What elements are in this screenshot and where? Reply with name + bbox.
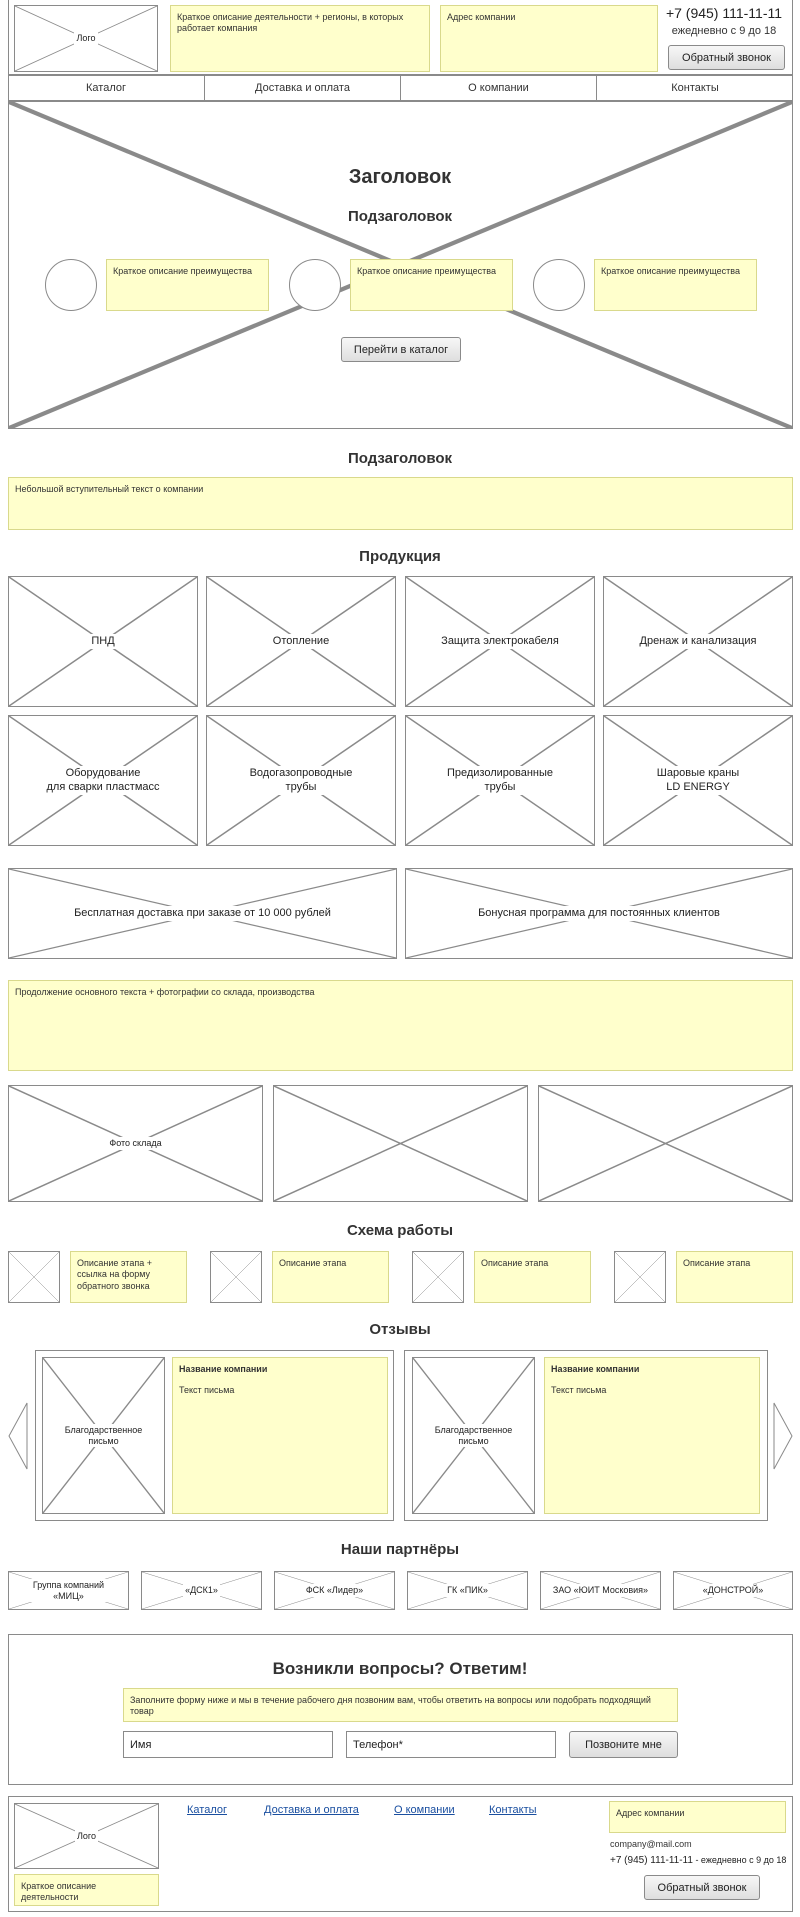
step-description: Описание этапа bbox=[676, 1251, 793, 1303]
footer-callback-button[interactable]: Обратный звонок bbox=[644, 1875, 760, 1900]
benefit-text: Краткое описание преимущества bbox=[106, 259, 269, 311]
hero-subtitle: Подзаголовок bbox=[347, 208, 453, 225]
reviews-title: Отзывы bbox=[369, 1321, 431, 1338]
product-label: Шаровые краны LD ENERGY bbox=[655, 766, 741, 794]
hero-title: Заголовок bbox=[348, 166, 452, 188]
review-company: Название компании bbox=[551, 1364, 640, 1374]
product-card[interactable] bbox=[206, 715, 396, 846]
header-hours: ежедневно с 9 до 18 bbox=[671, 25, 777, 37]
product-label: Отопление bbox=[271, 634, 331, 649]
thank-you-letter-image[interactable] bbox=[42, 1357, 165, 1514]
partners-title: Наши партнёры bbox=[340, 1541, 460, 1558]
review-text: Текст письма bbox=[551, 1385, 607, 1396]
header-logo[interactable] bbox=[14, 5, 158, 72]
contact-form-title: Возникли вопросы? Ответим! bbox=[272, 1659, 528, 1678]
footer-logo[interactable] bbox=[14, 1803, 159, 1869]
benefit-text: Краткое описание преимущества bbox=[594, 259, 757, 311]
product-card[interactable] bbox=[405, 576, 595, 707]
footer-logo-label: Лого bbox=[76, 1830, 96, 1841]
production-photo bbox=[538, 1085, 793, 1202]
thank-you-letter-image[interactable] bbox=[412, 1357, 535, 1514]
partner-logo[interactable] bbox=[540, 1571, 661, 1610]
phone-field[interactable]: Телефон* bbox=[346, 1731, 556, 1758]
benefit-icon bbox=[533, 259, 585, 311]
warehouse-photo bbox=[8, 1085, 263, 1202]
step-icon bbox=[614, 1251, 666, 1303]
photo-label: Фото склада bbox=[109, 1138, 162, 1149]
product-card[interactable] bbox=[603, 576, 793, 707]
partner-label: ФСК «Лидер» bbox=[305, 1585, 364, 1596]
main-text: Продолжение основного текста + фотографии со склада, производства bbox=[8, 980, 793, 1071]
product-label: Оборудование для сварки пластмасс bbox=[44, 766, 161, 794]
products-title: Продукция bbox=[359, 548, 441, 565]
review-text-block bbox=[172, 1357, 388, 1514]
partner-label: ЗАО «ЮИТ Московия» bbox=[552, 1585, 649, 1596]
header-description: Краткое описание деятельности + регионы, в которых работает компания bbox=[170, 5, 430, 72]
header-callback-button[interactable]: Обратный звонок bbox=[668, 45, 785, 70]
review-text-block bbox=[544, 1357, 760, 1514]
product-label: Предизолированные трубы bbox=[445, 766, 555, 794]
footer-address: Адрес компании bbox=[609, 1801, 786, 1833]
letter-label: Благодарственное письмо bbox=[419, 1424, 528, 1448]
product-card[interactable] bbox=[8, 715, 198, 846]
product-label: ПНД bbox=[89, 634, 116, 649]
partner-logo[interactable] bbox=[274, 1571, 395, 1610]
nav-item-delivery[interactable]: Доставка и оплата bbox=[205, 75, 401, 101]
footer-link-contacts[interactable]: Контакты bbox=[489, 1804, 537, 1816]
reviews-next-arrow-icon[interactable] bbox=[773, 1402, 793, 1470]
product-label: Дренаж и канализация bbox=[638, 634, 759, 649]
step-icon bbox=[412, 1251, 464, 1303]
step-icon bbox=[210, 1251, 262, 1303]
footer-description: Краткое описание деятельности bbox=[14, 1874, 159, 1906]
review-company: Название компании bbox=[179, 1364, 268, 1374]
name-field[interactable]: Имя bbox=[123, 1731, 333, 1758]
partner-label: «ДОНСТРОЙ» bbox=[702, 1585, 764, 1596]
footer-email[interactable]: company@mail.com bbox=[610, 1839, 692, 1849]
letter-label: Благодарственное письмо bbox=[49, 1424, 158, 1448]
call-me-button[interactable]: Позвоните мне bbox=[569, 1731, 678, 1758]
header-address: Адрес компании bbox=[440, 5, 658, 72]
header-logo-label: Лого bbox=[76, 33, 96, 44]
step-description[interactable]: Описание этапа + ссылка на форму обратного звонка bbox=[70, 1251, 187, 1303]
partner-label: Группа компаний «МИЦ» bbox=[15, 1579, 122, 1603]
partner-label: «ДСК1» bbox=[185, 1585, 218, 1596]
nav-item-about[interactable]: О компании bbox=[401, 75, 597, 101]
footer-link-delivery[interactable]: Доставка и оплата bbox=[264, 1804, 359, 1816]
nav-item-contacts[interactable]: Контакты bbox=[671, 82, 719, 94]
footer-link-about[interactable]: О компании bbox=[394, 1804, 455, 1816]
footer-phone[interactable]: +7 (945) 111-11-11 bbox=[610, 1855, 693, 1866]
go-to-catalog-button[interactable]: Перейти в каталог bbox=[341, 337, 461, 362]
product-card[interactable] bbox=[405, 715, 595, 846]
partner-label: ГК «ПИК» bbox=[447, 1585, 488, 1596]
intro-subtitle: Подзаголовок bbox=[347, 450, 453, 467]
product-label: Защита электрокабеля bbox=[439, 634, 561, 649]
product-card[interactable] bbox=[8, 576, 198, 707]
header-phone[interactable]: +7 (945) 111-11-11 bbox=[665, 5, 783, 21]
promo-banner-delivery[interactable] bbox=[8, 868, 397, 959]
reviews-prev-arrow-icon[interactable] bbox=[8, 1402, 28, 1470]
benefit-icon bbox=[45, 259, 97, 311]
benefit-text: Краткое описание преимущества bbox=[350, 259, 513, 311]
footer-hours: - ежедневно с 9 до 18 bbox=[692, 1855, 787, 1865]
step-description: Описание этапа bbox=[474, 1251, 591, 1303]
step-description: Описание этапа bbox=[272, 1251, 389, 1303]
review-text: Текст письма bbox=[179, 1385, 235, 1396]
contact-form-text: Заполните форму ниже и мы в течение рабочего дня позвоним вам, чтобы ответить на вопросы или подобрать подходящий товар bbox=[123, 1688, 678, 1722]
footer-contacts-line bbox=[610, 1855, 786, 1866]
intro-text: Небольшой вступительный текст о компании bbox=[8, 477, 793, 530]
production-photo bbox=[273, 1085, 528, 1202]
partner-logo[interactable] bbox=[673, 1571, 793, 1610]
promo-label: Бонусная программа для постоянных клиентов bbox=[476, 906, 722, 921]
promo-label: Бесплатная доставка при заказе от 10 000 рублей bbox=[72, 906, 333, 921]
partner-logo[interactable] bbox=[407, 1571, 528, 1610]
product-card[interactable] bbox=[603, 715, 793, 846]
product-card[interactable] bbox=[206, 576, 396, 707]
nav-item-catalog[interactable]: Каталог bbox=[8, 75, 205, 101]
footer-link-catalog[interactable]: Каталог bbox=[187, 1804, 227, 1816]
product-label: Водогазопроводные трубы bbox=[248, 766, 355, 794]
scheme-title: Схема работы bbox=[346, 1222, 454, 1239]
promo-banner-bonus[interactable] bbox=[405, 868, 793, 959]
step-icon bbox=[8, 1251, 60, 1303]
partner-logo[interactable] bbox=[141, 1571, 262, 1610]
partner-logo[interactable] bbox=[8, 1571, 129, 1610]
benefit-icon bbox=[289, 259, 341, 311]
